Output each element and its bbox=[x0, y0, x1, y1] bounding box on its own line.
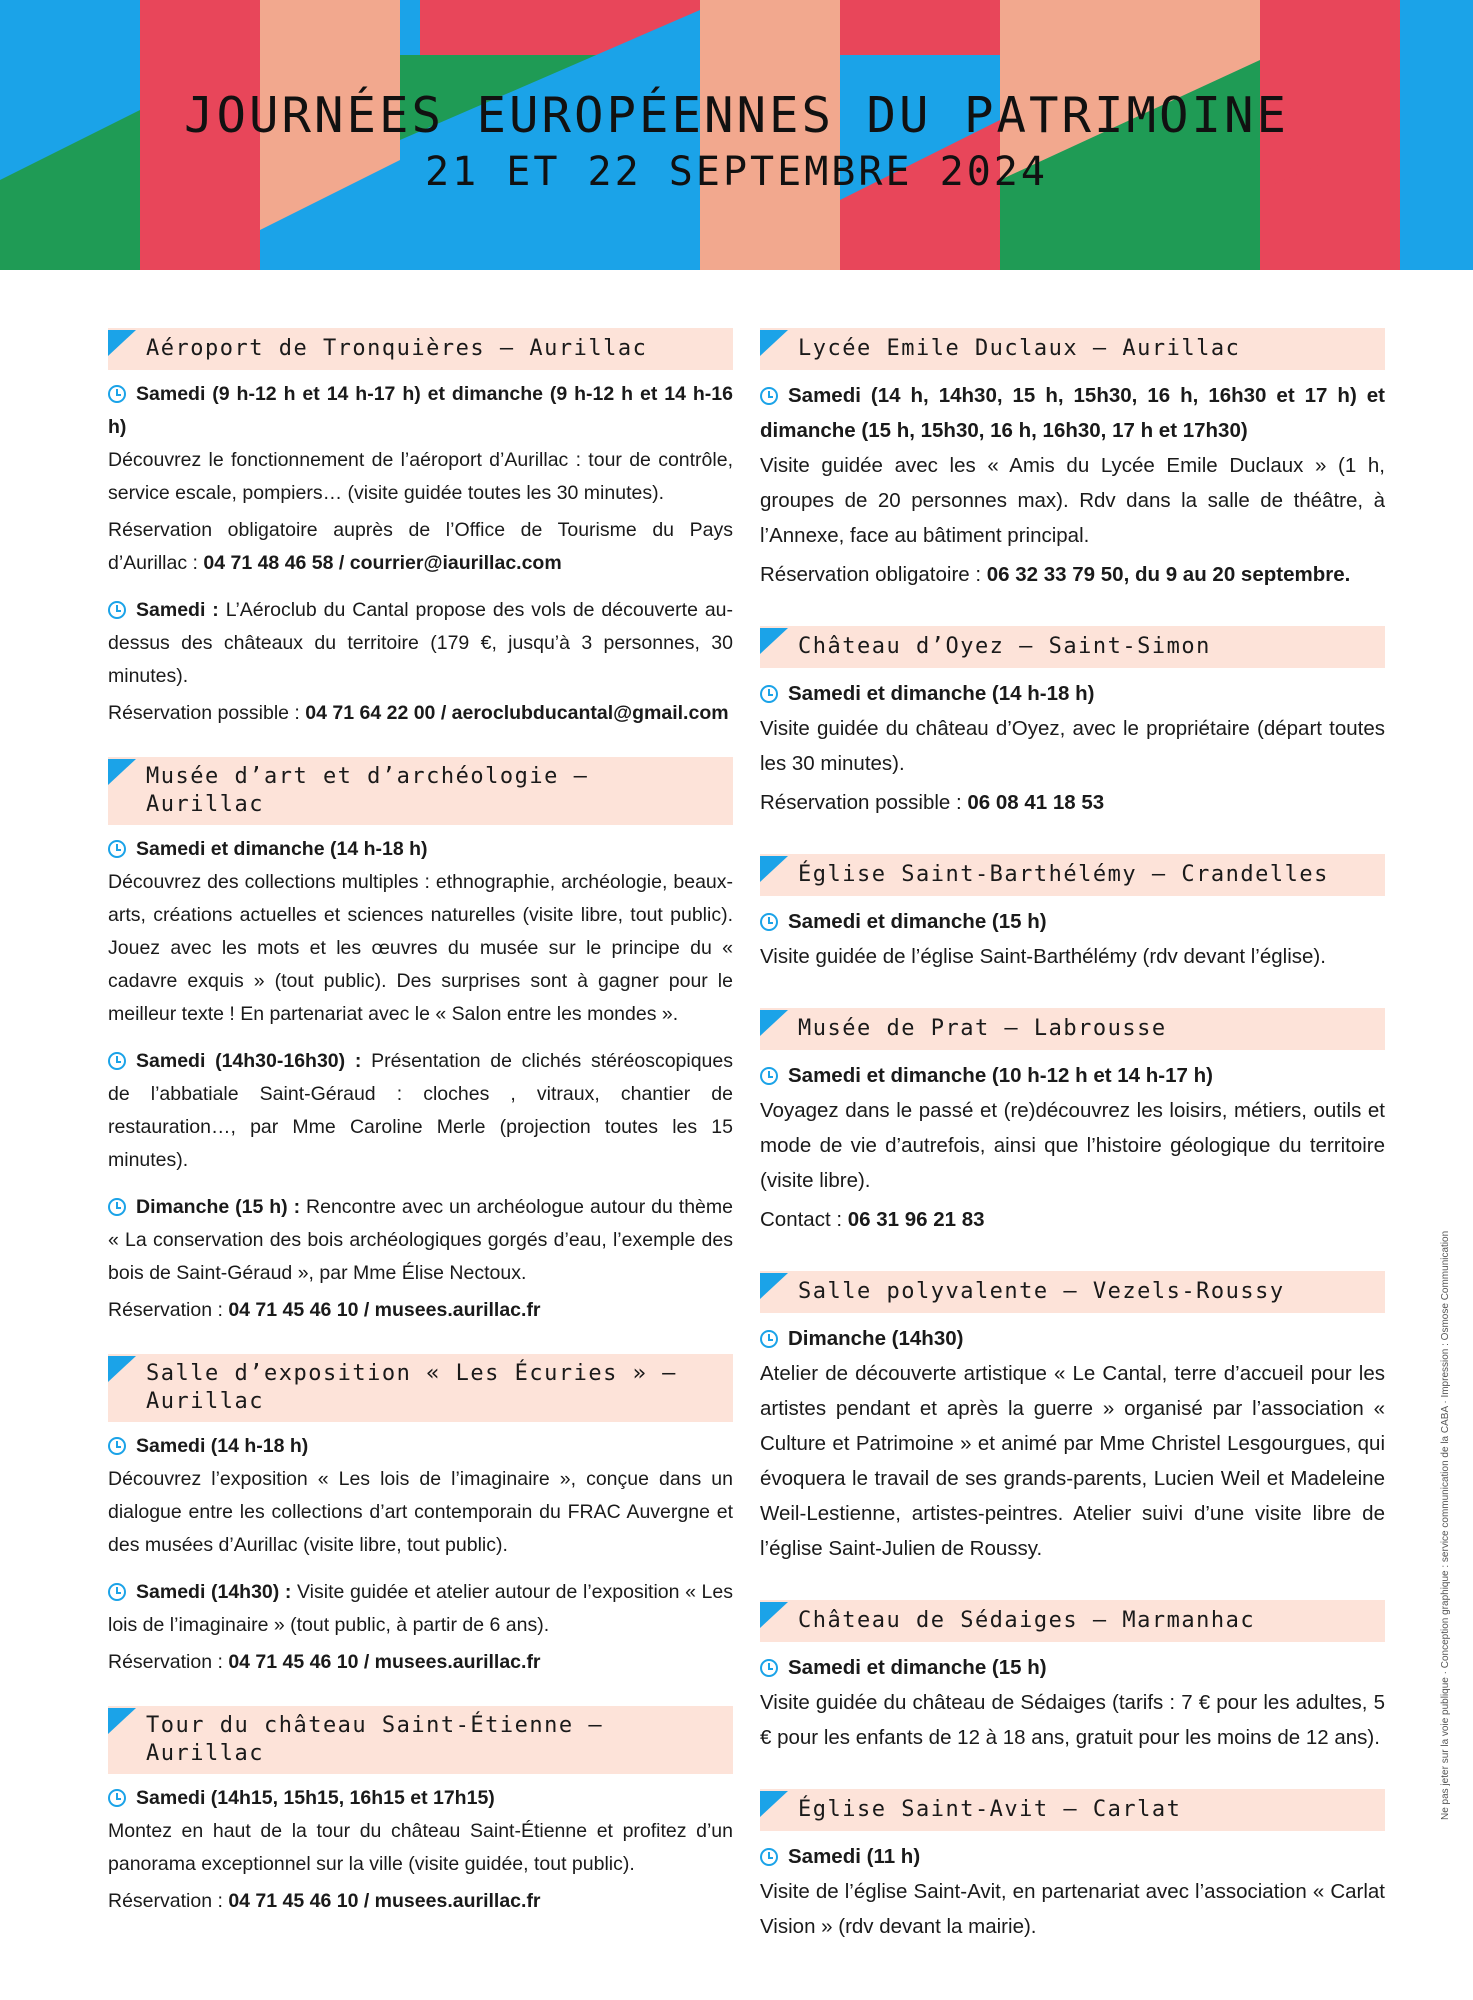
event-text: Découvrez le fonctionnement de l’aéroport d’Aurillac : tour de contrôle, service escale, pompiers… (visite guidée toutes les 30 minutes). bbox=[108, 449, 733, 504]
event-description bbox=[108, 378, 733, 510]
flag-icon bbox=[760, 1273, 788, 1299]
side-note: Ne pas jeter sur la voie publique · Conception graphique : service communication de la CABA · Impression : Osmose Communication bbox=[1440, 1230, 1451, 1820]
reservation-label: Réservation obligatoire : bbox=[760, 563, 982, 586]
event-text: Visite guidée du château de Sédaiges (tarifs : 7 € pour les adultes, 5 € pour les enfants de 12 à 18 ans, gratuit pour les moins de 12 ans). bbox=[760, 1691, 1385, 1749]
event-entry bbox=[760, 1650, 1385, 1755]
venue-header bbox=[760, 854, 1385, 896]
event-schedule: Samedi et dimanche (10 h-12 h et 14 h-17 h) bbox=[788, 1064, 1213, 1087]
clock-icon bbox=[108, 601, 126, 619]
reservation-line bbox=[108, 1646, 733, 1679]
flag-icon bbox=[760, 856, 788, 882]
venue-header bbox=[108, 1706, 733, 1774]
reservation-label: Réservation : bbox=[108, 1890, 223, 1912]
venue-section bbox=[760, 1789, 1385, 1944]
clock-icon bbox=[760, 1067, 778, 1085]
clock-icon bbox=[760, 1330, 778, 1348]
reservation-label: Réservation : bbox=[108, 1299, 223, 1321]
clock-icon bbox=[760, 387, 778, 405]
event-text: Voyagez dans le passé et (re)découvrez les loisirs, métiers, outils et mode de vie d’autrefois, ainsi que l’histoire géologique du territoire (visite libre). bbox=[760, 1099, 1385, 1192]
reservation-label: Réservation obligatoire auprès de l’Office de Tourisme du Pays d’Aurillac : bbox=[108, 519, 733, 574]
event-schedule: Samedi (9 h-12 h et 14 h-17 h) et dimanche (9 h-12 h et 14 h-16 h) bbox=[108, 383, 733, 438]
venue-title: Salle d’exposition « Les Écuries » – Aurillac bbox=[146, 1361, 677, 1414]
event-description bbox=[760, 904, 1385, 974]
venue-title: Église Saint-Barthélémy – Crandelles bbox=[798, 862, 1329, 887]
flag-icon bbox=[108, 1708, 136, 1734]
venue-section bbox=[108, 757, 733, 1327]
venue-section bbox=[760, 328, 1385, 592]
reservation-line bbox=[760, 557, 1385, 592]
event-description bbox=[108, 833, 733, 1031]
event-description bbox=[108, 1045, 733, 1177]
venue-section bbox=[760, 1271, 1385, 1566]
event-description bbox=[760, 1321, 1385, 1566]
venue-header bbox=[108, 757, 733, 825]
reservation-contact[interactable]: 04 71 45 46 10 / musees.aurillac.fr bbox=[228, 1651, 541, 1673]
clock-icon bbox=[108, 385, 126, 403]
clock-icon bbox=[108, 840, 126, 858]
venue-title: Château d’Oyez – Saint-Simon bbox=[798, 634, 1211, 659]
reservation-label: Réservation : bbox=[108, 1651, 223, 1673]
reservation-contact[interactable]: 06 31 96 21 83 bbox=[847, 1208, 985, 1231]
event-entry bbox=[108, 1191, 733, 1327]
event-schedule: Samedi et dimanche (15 h) bbox=[788, 910, 1047, 933]
venue-header bbox=[108, 1354, 733, 1422]
page-title: JOURNÉES EUROPÉENNES DU PATRIMOINE bbox=[183, 87, 1290, 144]
reservation-contact[interactable]: 04 71 64 22 00 / aeroclubducantal@gmail.com bbox=[305, 702, 729, 724]
event-entry bbox=[108, 1045, 733, 1177]
clock-icon bbox=[108, 1437, 126, 1455]
venue-section bbox=[760, 1008, 1385, 1237]
venue-title: Salle polyvalente – Vezels-Roussy bbox=[798, 1279, 1285, 1304]
clock-icon bbox=[760, 1659, 778, 1677]
event-entry bbox=[760, 1839, 1385, 1944]
event-text: Visite guidée avec les « Amis du Lycée Emile Duclaux » (1 h, groupes de 20 personnes max). Rdv dans la salle de théâtre, à l’Annexe, face au bâtiment principal. bbox=[760, 454, 1385, 547]
venue-header bbox=[760, 1789, 1385, 1831]
venue-header bbox=[760, 1008, 1385, 1050]
event-schedule: Dimanche (15 h) : bbox=[136, 1196, 301, 1218]
event-schedule: Samedi et dimanche (14 h-18 h) bbox=[788, 682, 1095, 705]
event-description bbox=[108, 1782, 733, 1881]
clock-icon bbox=[108, 1198, 126, 1216]
venue-header bbox=[760, 626, 1385, 668]
left-column bbox=[108, 328, 733, 1945]
event-schedule: Samedi : bbox=[136, 599, 219, 621]
venue-title: Lycée Emile Duclaux – Aurillac bbox=[798, 336, 1241, 361]
right-column bbox=[760, 328, 1385, 1978]
event-entry bbox=[108, 1576, 733, 1679]
page-dates: 21 ET 22 SEPTEMBRE 2024 bbox=[425, 149, 1048, 195]
venue-title: Musée d’art et d’archéologie – Aurillac bbox=[146, 764, 589, 817]
event-text: Présentation de clichés stéréoscopiques de l’abbatiale Saint-Géraud : cloches , vitraux, chantier de restauration…, par Mme Caroline Merle (projection toutes les 15 minutes). bbox=[108, 1050, 733, 1171]
venue-title: Aéroport de Tronquières – Aurillac bbox=[146, 336, 648, 361]
reservation-line bbox=[108, 1294, 733, 1327]
venue-header bbox=[760, 1271, 1385, 1313]
venue-header bbox=[760, 328, 1385, 370]
event-description bbox=[760, 378, 1385, 553]
reservation-line bbox=[108, 514, 733, 580]
event-entry bbox=[760, 904, 1385, 974]
flag-icon bbox=[760, 1602, 788, 1628]
event-entry bbox=[108, 594, 733, 730]
event-schedule: Samedi (11 h) bbox=[788, 1845, 921, 1868]
clock-icon bbox=[108, 1789, 126, 1807]
event-schedule: Samedi (14 h-18 h) bbox=[136, 1435, 309, 1457]
reservation-contact[interactable]: 04 71 48 46 58 / courrier@iaurillac.com bbox=[203, 552, 562, 574]
venue-section bbox=[760, 626, 1385, 820]
reservation-contact[interactable]: 06 08 41 18 53 bbox=[967, 791, 1105, 814]
event-schedule: Samedi (14h15, 15h15, 16h15 et 17h15) bbox=[136, 1787, 495, 1809]
flag-icon bbox=[108, 1356, 136, 1382]
flag-icon bbox=[760, 330, 788, 356]
venue-title: Église Saint-Avit – Carlat bbox=[798, 1797, 1182, 1822]
clock-icon bbox=[760, 913, 778, 931]
event-schedule: Samedi (14 h, 14h30, 15 h, 15h30, 16 h, 16h30 et 17 h) et dimanche (15 h, 15h30, 16 h, 16h30, 17 h et 17h30) bbox=[760, 384, 1385, 442]
event-entry bbox=[760, 676, 1385, 820]
venue-header bbox=[760, 1600, 1385, 1642]
event-description bbox=[760, 1839, 1385, 1944]
flag-icon bbox=[108, 759, 136, 785]
event-text: Atelier de découverte artistique « Le Cantal, terre d’accueil pour les artistes pendant et après la guerre » organisé par l’association « Culture et Patrimoine » et animé par Mme Christel Lesgourgues, qui évoquera le travail de ses grands-parents, Lucien Weil et Madeleine Weil-Lestienne, artistes-peintres. Atelier suivi d’une visite libre de l’église Saint-Julien de Roussy. bbox=[760, 1362, 1385, 1560]
venue-section bbox=[108, 328, 733, 730]
reservation-line bbox=[760, 1202, 1385, 1237]
venue-title: Musée de Prat – Labrousse bbox=[798, 1016, 1167, 1041]
event-description bbox=[108, 1191, 733, 1290]
clock-icon bbox=[760, 1848, 778, 1866]
event-text: Visite de l’église Saint-Avit, en partenariat avec l’association « Carlat Vision » (rdv devant la mairie). bbox=[760, 1880, 1385, 1938]
venue-title: Château de Sédaiges – Marmanhac bbox=[798, 1608, 1256, 1633]
event-schedule: Dimanche (14h30) bbox=[788, 1327, 964, 1350]
event-text: Montez en haut de la tour du château Saint-Étienne et profitez d’un panorama exceptionnel sur la ville (visite guidée, tout public). bbox=[108, 1820, 733, 1875]
clock-icon bbox=[108, 1052, 126, 1070]
event-description bbox=[108, 1576, 733, 1642]
reservation-label: Réservation possible : bbox=[108, 702, 300, 724]
reservation-label: Réservation possible : bbox=[760, 791, 962, 814]
venue-title: Tour du château Saint-Étienne – Aurillac bbox=[146, 1713, 604, 1766]
reservation-line bbox=[760, 785, 1385, 820]
event-text: Rencontre avec un archéologue autour du thème « La conservation des bois archéologiques gorgés d’eau, l’exemple des bois de Saint-Géraud », par Mme Élise Nectoux. bbox=[108, 1196, 733, 1284]
event-schedule: Samedi (14h30) : bbox=[136, 1581, 292, 1603]
event-schedule: Samedi et dimanche (15 h) bbox=[788, 1656, 1047, 1679]
clock-icon bbox=[108, 1583, 126, 1601]
event-text: Visite guidée de l’église Saint-Barthélémy (rdv devant l’église). bbox=[760, 945, 1326, 968]
event-text: L’Aéroclub du Cantal propose des vols de découverte au-dessus des châteaux du territoire (179 €, jusqu’à 3 personnes, 30 minutes). bbox=[108, 599, 734, 687]
venue-section bbox=[760, 1600, 1385, 1755]
event-entry bbox=[108, 1782, 733, 1918]
reservation-line bbox=[108, 697, 733, 730]
title-block bbox=[0, 88, 1473, 198]
event-entry bbox=[108, 833, 733, 1031]
event-description bbox=[108, 1430, 733, 1562]
venue-section bbox=[108, 1354, 733, 1679]
event-text: Découvrez l’exposition « Les lois de l’imaginaire », conçue dans un dialogue entre les collections d’art contemporain du FRAC Auvergne et des musées d’Aurillac (visite libre, tout public). bbox=[108, 1468, 733, 1556]
event-entry bbox=[108, 1430, 733, 1562]
event-entry bbox=[760, 378, 1385, 592]
event-description bbox=[108, 594, 733, 693]
reservation-contact[interactable]: 06 32 33 79 50, du 9 au 20 septembre. bbox=[986, 563, 1351, 586]
venue-header bbox=[108, 328, 733, 370]
flag-icon bbox=[108, 330, 136, 356]
venue-section bbox=[760, 854, 1385, 974]
flag-icon bbox=[760, 628, 788, 654]
reservation-contact[interactable]: 04 71 45 46 10 / musees.aurillac.fr bbox=[228, 1299, 541, 1321]
event-description bbox=[760, 1650, 1385, 1755]
event-entry bbox=[760, 1321, 1385, 1566]
flag-icon bbox=[760, 1010, 788, 1036]
clock-icon bbox=[760, 685, 778, 703]
event-text: Visite guidée et atelier autour de l’exposition « Les lois de l’imaginaire » (tout public, à partir de 6 ans). bbox=[108, 1581, 733, 1636]
event-entry bbox=[760, 1058, 1385, 1237]
event-schedule: Samedi (14h30-16h30) : bbox=[136, 1050, 362, 1072]
event-text: Découvrez des collections multiples : ethnographie, archéologie, beaux-arts, créations actuelles et sciences naturelles (visite libre, tout public). Jouez avec les mots et les œuvres du musée sur le principe du « cadavre exquis » (tout public). Des surprises sont à gagner pour le meilleur texte ! En partenariat avec le « Salon entre les mondes ». bbox=[108, 871, 733, 1025]
reservation-line bbox=[108, 1885, 733, 1918]
event-schedule: Samedi et dimanche (14 h-18 h) bbox=[136, 838, 428, 860]
flag-icon bbox=[760, 1791, 788, 1817]
event-text: Visite guidée du château d’Oyez, avec le propriétaire (départ toutes les 30 minutes). bbox=[760, 717, 1385, 775]
event-description bbox=[760, 1058, 1385, 1198]
reservation-label: Contact : bbox=[760, 1208, 843, 1231]
event-entry bbox=[108, 378, 733, 580]
header-banner bbox=[0, 0, 1473, 270]
reservation-contact[interactable]: 04 71 45 46 10 / musees.aurillac.fr bbox=[228, 1890, 541, 1912]
event-description bbox=[760, 676, 1385, 781]
venue-section bbox=[108, 1706, 733, 1918]
